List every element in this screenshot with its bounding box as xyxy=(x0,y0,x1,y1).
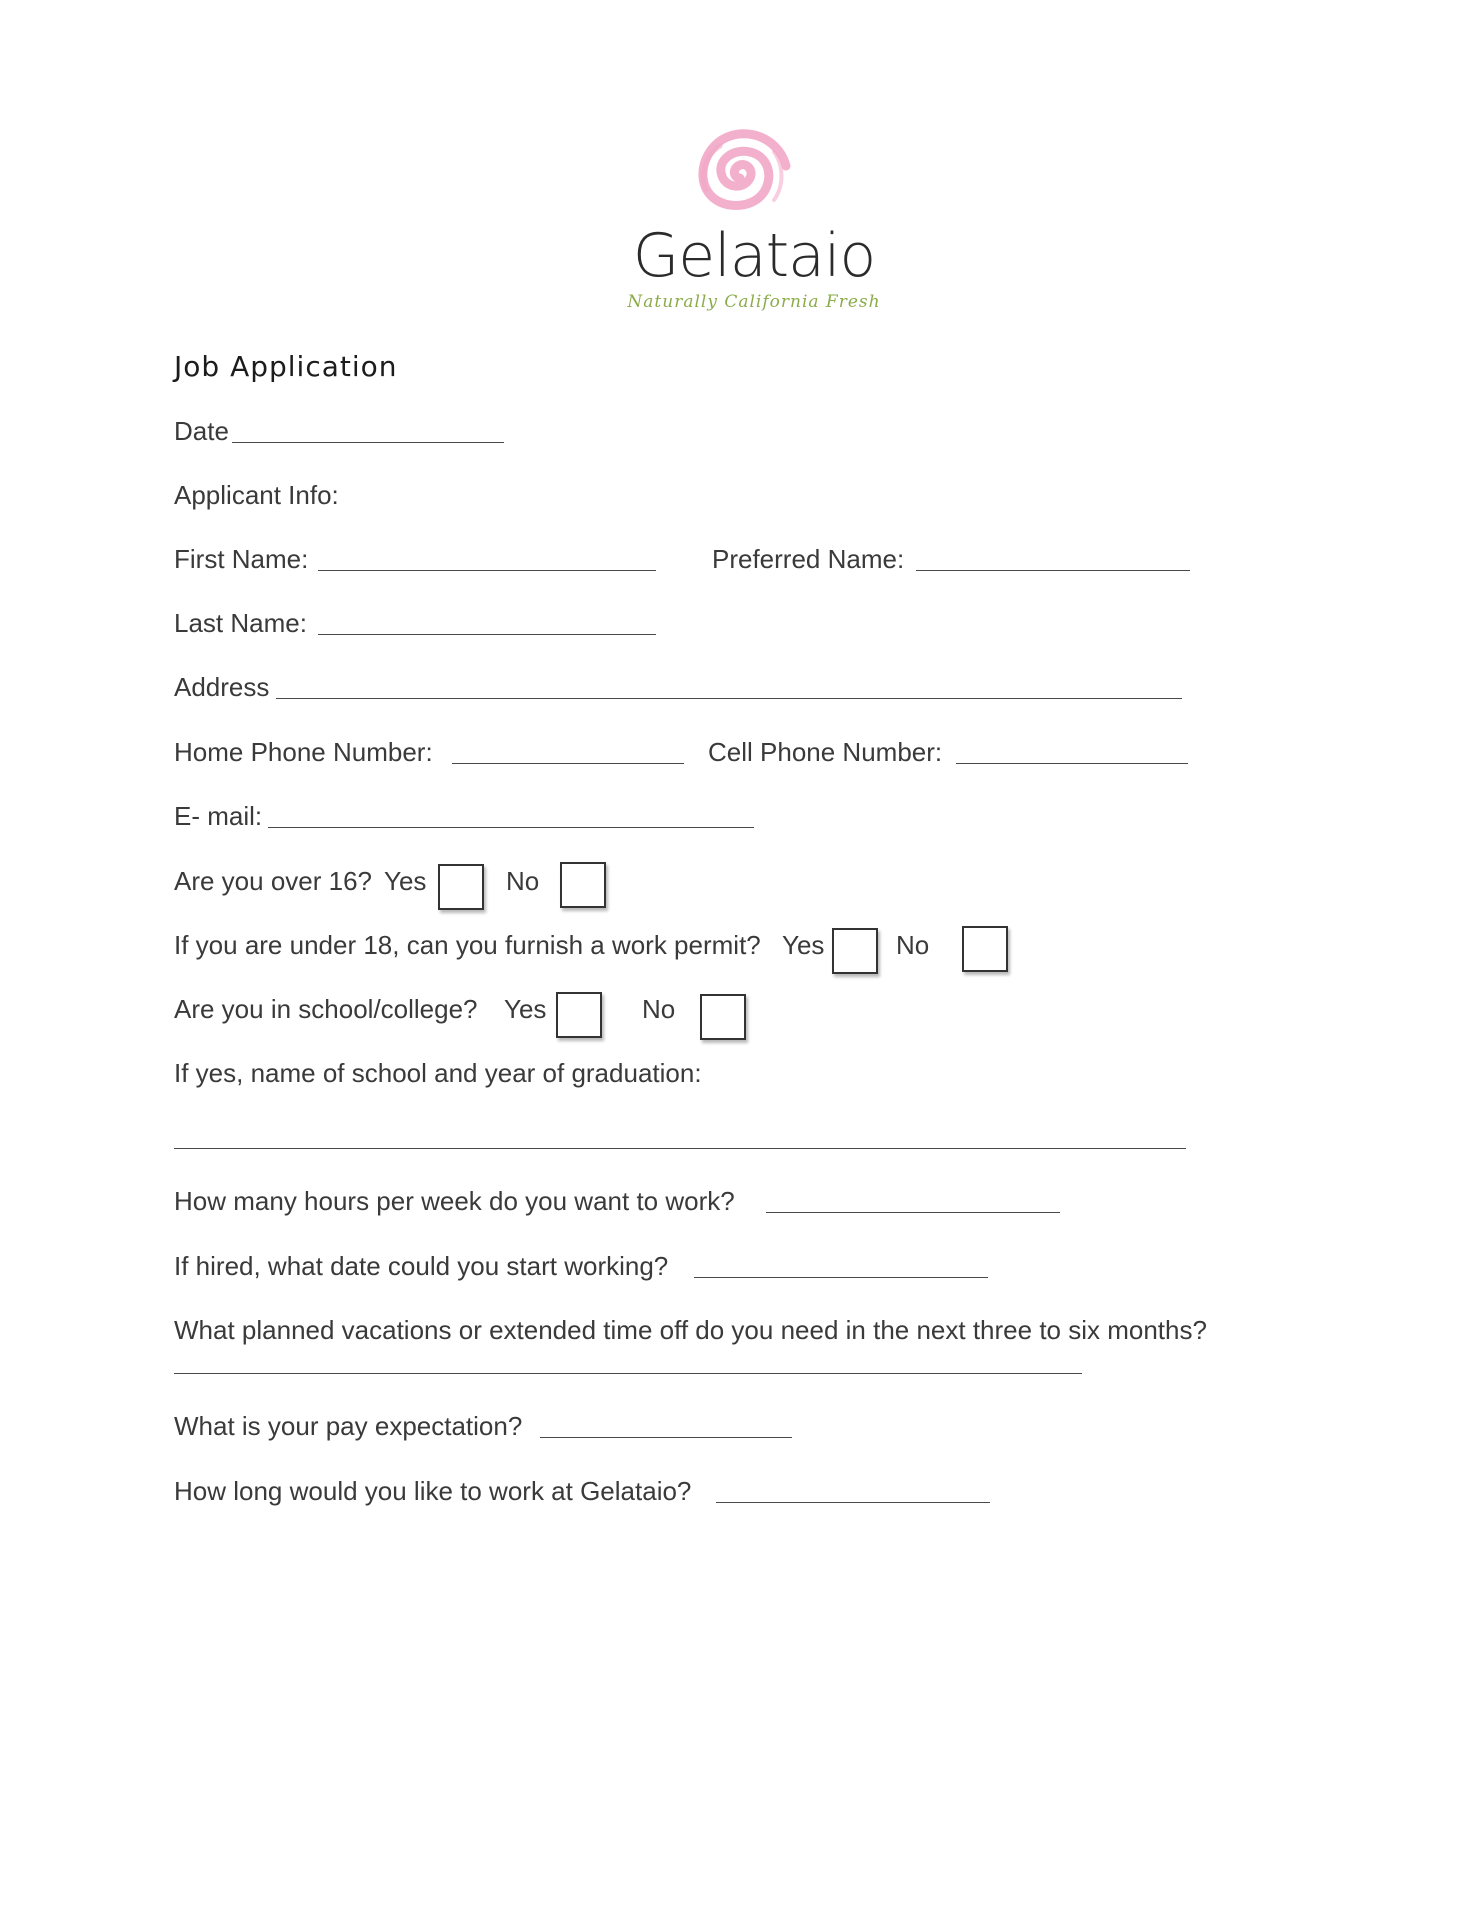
address-label: Address xyxy=(174,672,270,702)
start-date-question: If hired, what date could you start working? xyxy=(174,1251,669,1281)
work-permit-no-label: No xyxy=(896,930,930,960)
cell-phone-field[interactable] xyxy=(956,763,1188,764)
first-name-field[interactable] xyxy=(318,570,656,571)
school-no-checkbox[interactable] xyxy=(700,994,746,1040)
work-permit-no-checkbox[interactable] xyxy=(962,926,1008,972)
vacations-question: What planned vacations or extended time off do you need in the next three to six months? xyxy=(174,1315,1207,1345)
over16-no-checkbox[interactable] xyxy=(560,862,606,908)
vacations-field[interactable] xyxy=(174,1373,1082,1374)
brand-tagline: Naturally California Fresh xyxy=(627,292,881,312)
last-name-label: Last Name: xyxy=(174,608,307,638)
work-permit-yes-label: Yes xyxy=(782,930,825,960)
last-name-field[interactable] xyxy=(318,634,656,635)
hours-question: How many hours per week do you want to work? xyxy=(174,1186,735,1216)
home-phone-label: Home Phone Number: xyxy=(174,737,433,767)
school-yes-checkbox[interactable] xyxy=(556,992,602,1038)
over16-yes-label: Yes xyxy=(384,866,427,896)
first-name-label: First Name: xyxy=(174,544,309,574)
brand-wordmark: Gelataio xyxy=(632,221,876,291)
hours-field[interactable] xyxy=(766,1212,1060,1213)
school-name-field[interactable] xyxy=(174,1148,1186,1149)
work-permit-question: If you are under 18, can you furnish a work permit? xyxy=(174,930,761,960)
pink-swirl-icon xyxy=(676,116,804,236)
email-label: E- mail: xyxy=(174,801,263,831)
pay-question: What is your pay expectation? xyxy=(174,1411,523,1441)
address-field[interactable] xyxy=(276,698,1182,699)
school-name-question: If yes, name of school and year of graduation: xyxy=(174,1058,702,1088)
page-title: Job Application xyxy=(174,350,398,383)
preferred-name-field[interactable] xyxy=(916,570,1190,571)
pay-field[interactable] xyxy=(540,1437,792,1438)
how-long-field[interactable] xyxy=(716,1502,990,1503)
cell-phone-label: Cell Phone Number: xyxy=(708,737,943,767)
over16-no-label: No xyxy=(506,866,540,896)
start-date-field[interactable] xyxy=(694,1277,988,1278)
home-phone-field[interactable] xyxy=(452,763,684,764)
email-field[interactable] xyxy=(268,827,754,828)
school-no-label: No xyxy=(642,994,676,1024)
how-long-question: How long would you like to work at Gelataio? xyxy=(174,1476,692,1506)
over16-yes-checkbox[interactable] xyxy=(438,864,484,910)
over16-question: Are you over 16? xyxy=(174,866,373,896)
work-permit-yes-checkbox[interactable] xyxy=(832,928,878,974)
school-yes-label: Yes xyxy=(504,994,547,1024)
preferred-name-label: Preferred Name: xyxy=(712,544,905,574)
section-label: Applicant Info: xyxy=(174,480,339,510)
date-label: Date xyxy=(174,416,229,446)
date-field[interactable] xyxy=(232,442,504,443)
school-question: Are you in school/college? xyxy=(174,994,478,1024)
